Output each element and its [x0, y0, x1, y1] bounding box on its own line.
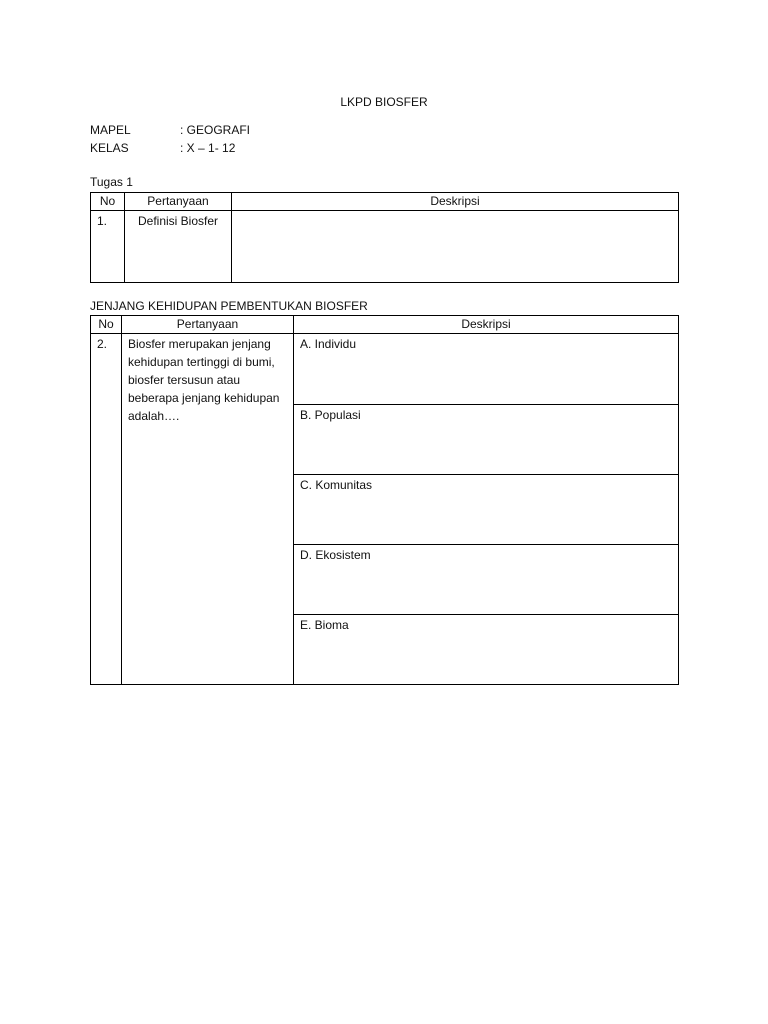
mapel-value: : GEOGRAFI	[180, 123, 251, 137]
mapel-row	[90, 123, 250, 137]
task1-row-description[interactable]	[232, 211, 679, 283]
option-b[interactable]: B. Populasi	[294, 404, 678, 474]
task2-row-no: 2.	[91, 334, 122, 685]
document-title: LKPD BIOSFER	[340, 95, 428, 109]
task2-options-cell	[294, 334, 679, 685]
task1-label: Tugas 1	[90, 175, 133, 189]
task2-table	[90, 315, 679, 685]
task1-table	[90, 192, 679, 283]
task2-row-question: Biosfer merupakan jenjang kehidupan tertinggi di bumi, biosfer tersusun atau beberapa jenjang kehidupan adalah….	[122, 334, 294, 685]
table-row	[91, 334, 679, 685]
option-e[interactable]: E. Bioma	[294, 614, 678, 684]
kelas-value: : X – 1- 12	[180, 141, 236, 155]
task2-header-description: Deskripsi	[294, 316, 679, 334]
kelas-row	[90, 141, 235, 155]
task2-header-no: No	[91, 316, 122, 334]
task2-header-question: Pertanyaan	[122, 316, 294, 334]
mapel-label: MAPEL	[90, 123, 131, 137]
task1-header-description: Deskripsi	[232, 193, 679, 211]
task1-header-question: Pertanyaan	[125, 193, 232, 211]
task1-header-no: No	[91, 193, 125, 211]
kelas-label: KELAS	[90, 141, 129, 155]
option-d[interactable]: D. Ekosistem	[294, 544, 678, 614]
task2-label: JENJANG KEHIDUPAN PEMBENTUKAN BIOSFER	[90, 299, 368, 313]
task1-row-no: 1.	[91, 211, 125, 283]
task1-row-question: Definisi Biosfer	[125, 211, 232, 283]
option-a[interactable]: A. Individu	[300, 337, 357, 351]
option-c[interactable]: C. Komunitas	[294, 474, 678, 544]
table-row	[91, 211, 679, 283]
